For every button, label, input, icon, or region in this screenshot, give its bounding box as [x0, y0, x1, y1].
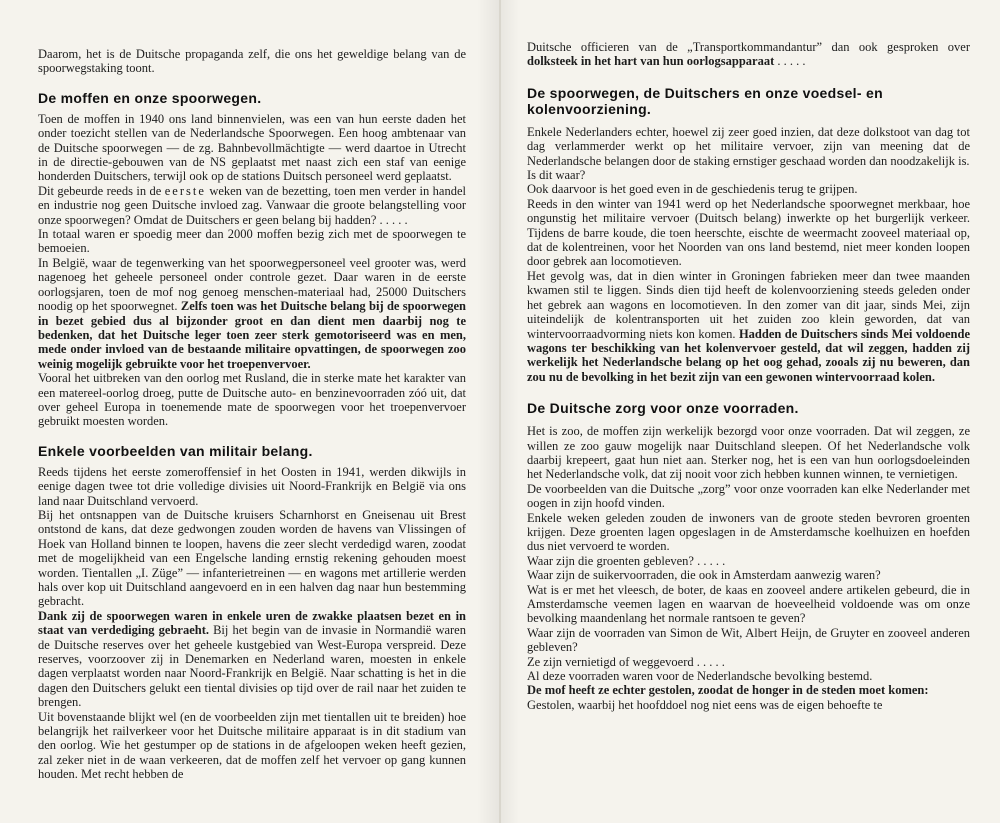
paragraph: Bij het ontsnappen van de Duitsche kruisers Scharnhorst en Gneisenau uit Brest ontstond de kans, dat deze gedwongen zouden worden de havens van Vlissingen of Hoek van Holland binnen te loopen, havens die zeer slecht verdedigd waren, zoodat met de mogelijkheid van een Engelsche landing ernstig rekening gehouden moest worden. Tientallen „I. Züge” — infanterietreinen — en wagons met artillerie werden hals over kop uit Duitschland aangevoerd en in een halven dag naar hun bestemming gebracht.: [38, 507, 466, 609]
paragraph: Het gevolg was, dat in dien winter in Groningen fabrieken meer dan twee maanden kwamen stil te liggen. Sinds dien tijd heeft de kolenvoorziening steeds geleden onder het gebrek aan wagons en locomotieven. In den zomer van dit jaar, sinds Mei, zijn uiteindelijk de kolentransporten uit het zuiden zoo klein geworden, dat van wintervoorraadvorming niets kon komen. Hadden de Duitschers sinds Mei voldoende wagons ter beschikking van het kolenvervoer gesteld, dat wil zeggen, hadden zij werkelijk het Nederlandsche belang op het oog gehad, zooals zij nu beweren, dan zou nu de bevolking in het bezit zijn van een gewonen wintervoorraad kolen.: [527, 268, 970, 384]
section-heading-moffen-spoorwegen: De moffen en onze spoorwegen.: [38, 89, 262, 106]
section-heading-militair-belang: Enkele voorbeelden van militair belang.: [38, 442, 313, 459]
intro-paragraph: Daarom, het is de Duitsche propaganda zelf, die ons het geweldige belang van de spoorwegstaking toont.: [38, 47, 466, 76]
paragraph: Ook daarvoor is het goed even in de geschiedenis terug te grijpen.: [527, 182, 858, 197]
paragraph: Reeds in den winter van 1941 werd op het Nederlandsche spoorwegnet merkbaar, hoe ongunstig het militaire vervoer (Duitsch belang) inwerkte op het burgerlijk verkeer. Tijdens de barre koude, die toen heerschte, eischte de weermacht zooveel materiaal op, dat de kolentreinen, voor het Noorden van ons land bestemd, niet meer konden loopen door gebrek aan locomotieven.: [527, 196, 970, 269]
paragraph: Enkele Nederlanders echter, hoewel zij zeer goed inzien, dat deze dolkstoot van dag tot dag verlammerder werkt op het militaire vervoer, zijn van meening dat de Nederlandsche belangen door de staking ernstiger geschaad worden dan noodzakelijk is.: [527, 124, 970, 168]
intro-paragraph: Duitsche officieren van de „Transportkommandantur” dan ook gesproken over dolksteek in het hart van hun oorlogsapparaat . . . . .: [527, 40, 970, 69]
paragraph: Wat is er met het vleesch, de boter, de kaas en zooveel andere artikelen gebeurd, die in Amsterdamsche veemen lagen en waarvan de hoeveelheid voldoende was om onze bevolking maandenlang het normale rantsoen te geven?: [527, 582, 970, 626]
section-heading-voedsel-kolen: De spoorwegen, de Duitschers en onze voedsel- en kolenvoorziening.: [527, 84, 883, 117]
right-column: [527, 0, 970, 823]
paragraph: In België, waar de tegenwerking van het spoorwegpersoneel veel grooter was, werd nagenoeg het geheele personeel onder controle gezet. Daar waren in de eerste oorlogsjaren, toen de mof nog genoeg menschen-materiaal had, 25000 Duitschers noodig op het spoorwegnet. Zelfs toen was het Duitsche belang bij de spoorwegen in bezet gebied dus al bijzonder groot en dan dient men daarbij nog te bedenken, dat het Duitsche leger toen zeer sterk gemotoriseerd was en men, mede onder invloed van de bestaande militaire opvattingen, de spoorwegen zoo weinig mogelijk gebruikte voor het troepenvervoer.: [38, 255, 466, 371]
bold-passage: Hadden de Duitschers sinds Mei voldoende wagons ter beschikking van het kolenvervoer gesteld, dat wil zeggen, hadden zij werkelijk het Nederlandsche belang op het oog gehad, zooals zij nu beweren, dan zou nu de bevolking in het bezit zijn van een gewonen wintervoorraad kolen.: [527, 326, 970, 384]
paragraph: Reeds tijdens het eerste zomeroffensief in het Oosten in 1941, werden dikwijls in eenige dagen twee tot drie volledige divisies uit Noord-Frankrijk en België via ons land naar Duitschland vervoerd.: [38, 464, 466, 508]
left-column: [38, 0, 466, 823]
left-page: [0, 0, 499, 823]
paragraph: Het is zoo, de moffen zijn werkelijk bezorgd voor onze voorraden. Dat wil zeggen, ze willen ze zoo gauw mogelijk naar Duitschland sleepen. Of het Nederlandsche volk daarbij krepeert, gaat hun niet aan. Sterker nog, het is een van hun oorlogsdoeleinden het Nederlandsche volk, dat zij nooit voor zich hebben kunnen winnen, te vernietigen.: [527, 424, 970, 482]
section-heading-zorg-voorraden: De Duitsche zorg voor onze voorraden.: [527, 400, 799, 417]
emphasis-text: eerste: [164, 183, 206, 198]
paragraph: Toen de moffen in 1940 ons land binnenvielen, was een van hun eerste daden het onder toezicht stellen van de Nederlandsche Spoorwegen. Een hoog ambtenaar van de Duitsche spoorwegen — de zg. Bahnbevollmächtigte — werd daartoe in Utrecht in de directie-gebouwen van de NS geplaatst met naast zich een staf van eenige honderden Duitschers, terwijl ook op de stations Duitsch personeel werd geplaatst.: [38, 111, 466, 184]
bold-passage: De mof heeft ze echter gestolen, zoodat de honger in de steden moet komen:: [527, 683, 929, 698]
paragraph: Gestolen, waarbij het hoofddoel nog niet eens was de eigen behoefte te: [527, 697, 883, 712]
page-gutter-shadow: [501, 0, 519, 823]
paragraph: Dit gebeurde reeds in de eerste weken van de bezetting, toen men verder in handel en industrie nog geen Duitsche invloed zag. Vanwaar die groote belangstelling voor onze spoorwegen? Omdat de Duitschers er geen belang bij hadden? . . . . .: [38, 183, 466, 227]
paragraph: Al deze voorraden waren voor de Nederlandsche bevolking bestemd.: [527, 669, 873, 684]
paragraph: Is dit waar?: [527, 168, 586, 183]
paragraph: Waar zijn de suikervoorraden, die ook in Amsterdam aanwezig waren?: [527, 568, 881, 583]
bold-passage: dolksteek in het hart van hun oorlogsapparaat: [527, 54, 775, 69]
right-page: [501, 0, 1000, 823]
paragraph: In totaal waren er spoedig meer dan 2000 moffen bezig zich met de spoorwegen te bemoeien.: [38, 227, 466, 256]
paragraph: Vooral het uitbreken van den oorlog met Rusland, die in sterke mate het karakter van een matereel-oorlog droeg, putte de Duitsche auto- en benzinevoorraden zóó uit, dat over geheel Europa in toenemende mate de spoorwegen voor het troepenvervoer gebruikt moesten worden.: [38, 371, 466, 429]
paragraph: Waar zijn die groenten gebleven? . . . . .: [527, 553, 726, 568]
bold-passage: Dank zij de spoorwegen waren in enkele uren de zwakke plaatsen bezet en in staat van verdediging gebraeht.: [38, 608, 466, 638]
paragraph: Ze zijn vernietigd of weggevoerd . . . . .: [527, 654, 725, 669]
paragraph: Dank zij de spoorwegen waren in enkele uren de zwakke plaatsen bezet en in staat van verdediging gebraeht. Bij het begin van de invasie in Normandië waren de Duitsche reserves over het geheele kustgebied van West-Europa verspreid. Deze reserves, voorzoover zij in Denemarken en Nederland waren, moesten in enkele dagen verplaatst worden naar Noord-Frankrijk en België. Naar schatting is het in die dagen den Duitschers gelukt een tiental divisies op tijd over de rail naar het zuiden te brengen.: [38, 608, 466, 710]
paragraph: Uit bovenstaande blijkt wel (en de voorbeelden zijn met tientallen uit te breiden) hoe belangrijk het railverkeer voor het Duitsche militaire apparaat is in dit stadium van den oorlog. Wie het gestumper op de stations in de afgeloopen weken heeft gezien, zal zeker niet in de waan verkeeren, dat de moffen zelf het vervoer op gang kunnen houden. Met recht hebben de: [38, 709, 466, 782]
page-gutter-shadow: [477, 0, 499, 823]
bold-passage: Zelfs toen was het Duitsche belang bij de spoorwegen in bezet gebied dus al bijzonder groot en dan dient men daarbij nog te bedenken, dat het Duitsche leger toen zeer sterk gemotoriseerd was en men, mede onder invloed van de bestaande militaire opvattingen, de spoorwegen zoo weinig mogelijk gebruikte voor het troepenvervoer.: [38, 299, 466, 371]
paragraph: De voorbeelden van die Duitsche „zorg” voor onze voorraden kan elke Nederlander met oogen in zijn hoofd vinden.: [527, 481, 970, 511]
paragraph: Enkele weken geleden zouden de inwoners van de groote steden bevroren groenten krijgen. Deze groenten lagen opgeslagen in de Amsterdamsche koelhuizen en hoefden dus niet vervoerd te worden.: [527, 510, 970, 554]
paragraph: Waar zijn de voorraden van Simon de Wit, Albert Heijn, de Gruyter en zooveel anderen gebleven?: [527, 625, 970, 655]
